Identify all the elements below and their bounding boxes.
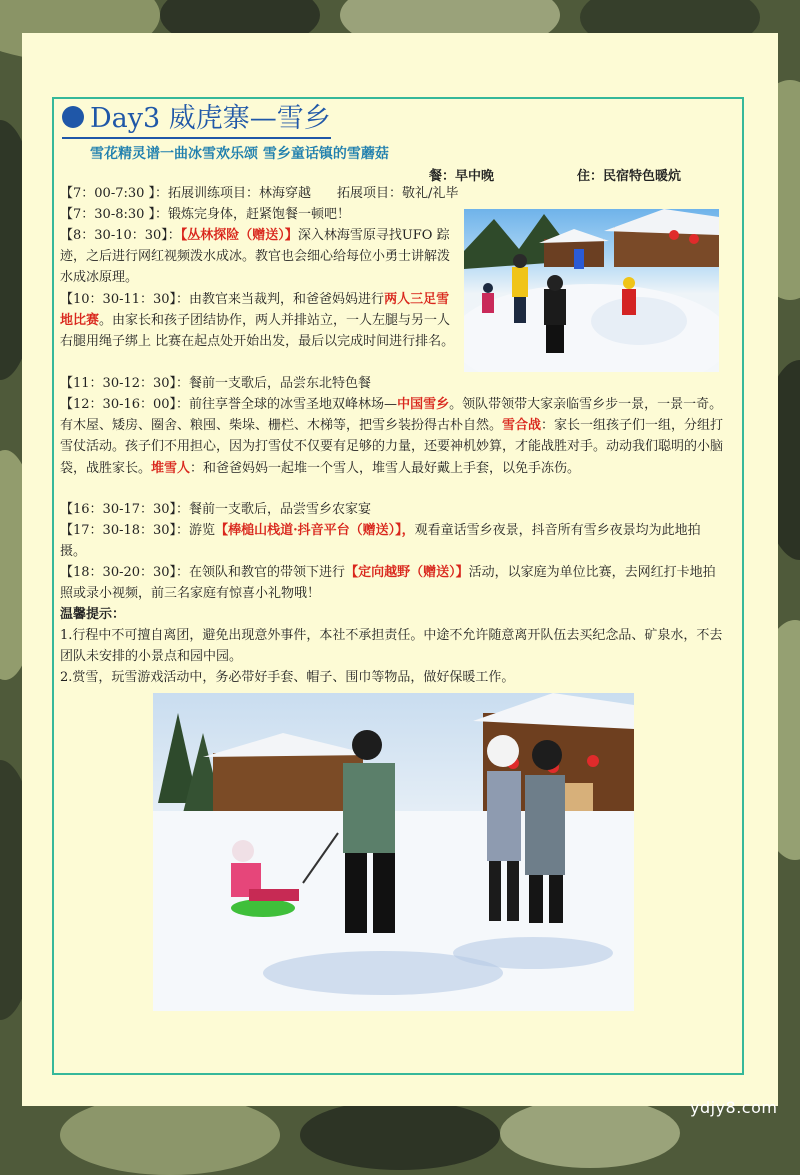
- item-description: 。由家长和孩子团结协作，两人并排站立，一人左腿与另一人右腿用绳子绑上 比赛在起点处开始出发，最后以完成时间进行排名。: [60, 313, 455, 350]
- camo-patch: [500, 1098, 680, 1168]
- schedule-item-three-legged-race: [60, 289, 458, 353]
- item-description: ：家长一组孩子们一组，分组打雪仗活动。孩子们不用担心，因为打雪仗不仅要有足够的力量，还要神机妙算，才能战胜对手。动动我们聪明的小脑袋，战胜家长。: [60, 418, 724, 476]
- highlight-snowman: 堆雪人: [151, 460, 191, 476]
- item-description: 观看童话雪乡夜景，抖音所有雪乡夜景均为此地拍摄。: [60, 523, 701, 560]
- day-subtitle: 雪花精灵谱一曲冰雪欢乐颂 雪乡童话镇的雪蘑菇: [90, 146, 389, 162]
- family-sled-photo: [153, 693, 634, 1011]
- highlight-china-snow-town: 中国雪乡: [397, 397, 450, 412]
- stay-info: 住：民宿特色暖炕: [577, 169, 682, 184]
- highlight-three-legged-race: 两人三足雪地比赛: [60, 292, 450, 329]
- time-label: 【12：30-16：00】：前往享誉全球的冰雪圣地双峰林场—: [60, 397, 398, 412]
- item-description: ：和爸爸妈妈一起堆一个雪人，堆雪人最好戴上手套，以免手冻伤。: [190, 460, 581, 476]
- schedule-line-1: 【7：00-7:30 】：拓展训练项目：林海穿越 拓展项目：敬礼/礼毕: [60, 186, 459, 201]
- site-watermark: ydjy8.com: [690, 1098, 778, 1117]
- item-description: 活动，以家庭为单位比赛，去网红打卡地拍照或录小视频，前三名家庭有惊喜小礼物哦！: [60, 565, 716, 602]
- highlight-orienteering: 【定向越野（赠送）】: [345, 565, 469, 580]
- camo-patch: [60, 1095, 280, 1175]
- day-title-text: Day3 威虎寨—雪乡: [90, 103, 331, 134]
- highlight-forest-adventure: 【丛林探险（赠送）】: [180, 228, 298, 243]
- camo-patch: [300, 1100, 500, 1170]
- time-label: 【10：30-11：30】：由教官来当裁判，和爸爸妈妈进行: [60, 292, 385, 307]
- schedule-item-snow-town: [60, 394, 726, 479]
- snow-play-photo: [464, 209, 719, 372]
- bullet-dot-icon: [62, 106, 84, 128]
- highlight-snowball-fight: 雪合战: [502, 418, 542, 434]
- item-description: 。领队带领带大家亲临雪乡步一景，一景一奇。有木屋、矮房、圈舍、粮囤、柴垛、栅栏、木梯等，把雪乡装扮得古朴自然。: [60, 397, 723, 434]
- schedule-line-dinner: 【16：30-17：30】：餐前一支歌后，品尝雪乡农家宴: [60, 502, 372, 517]
- snow-play-illustration: [464, 209, 719, 372]
- tip-2: 2.赏雪，玩雪游戏活动中，务必带好手套、帽子、围巾等物品，做好保暖工作。: [60, 670, 515, 685]
- highlight-boardwalk-platform: 【棒槌山栈道·抖音平台（赠送）】，: [215, 523, 415, 538]
- meals-info: 餐：早中晚: [429, 169, 495, 184]
- time-label: 【17：30-18：30】：游览: [60, 523, 216, 538]
- time-label: 【18：30-20：30】：在领队和教官的带领下进行: [60, 565, 346, 580]
- schedule-item-orienteering: [60, 562, 726, 604]
- tip-1: 1.行程中不可擅自离团，避免出现意外事件，本社不承担责任。中途不允许随意离开队伍去买纪念品、矿泉水，不去团队未安排的小景点和园中园。: [60, 628, 723, 665]
- tips-heading: 温馨提示：: [60, 607, 126, 622]
- family-sled-illustration: [153, 693, 634, 1011]
- schedule-item-forest-adventure: [60, 225, 458, 289]
- schedule-line-lunch: 【11：30-12：30】：餐前一支歌后，品尝东北特色餐: [60, 376, 372, 391]
- schedule-item-night-view: [60, 520, 726, 562]
- day-title: [62, 103, 331, 139]
- item-description: 深入林海雪原寻找UFO 踪迹，之后进行网红视频泼水成冰。教官也会细心给每位小勇士讲解泼水成冰原理。: [60, 228, 451, 286]
- time-label: 【8：30-10：30】：: [60, 228, 181, 243]
- schedule-line-2: 【7：30-8:30 】：锻炼完身体，赶紧饱餐一顿吧！: [60, 207, 351, 222]
